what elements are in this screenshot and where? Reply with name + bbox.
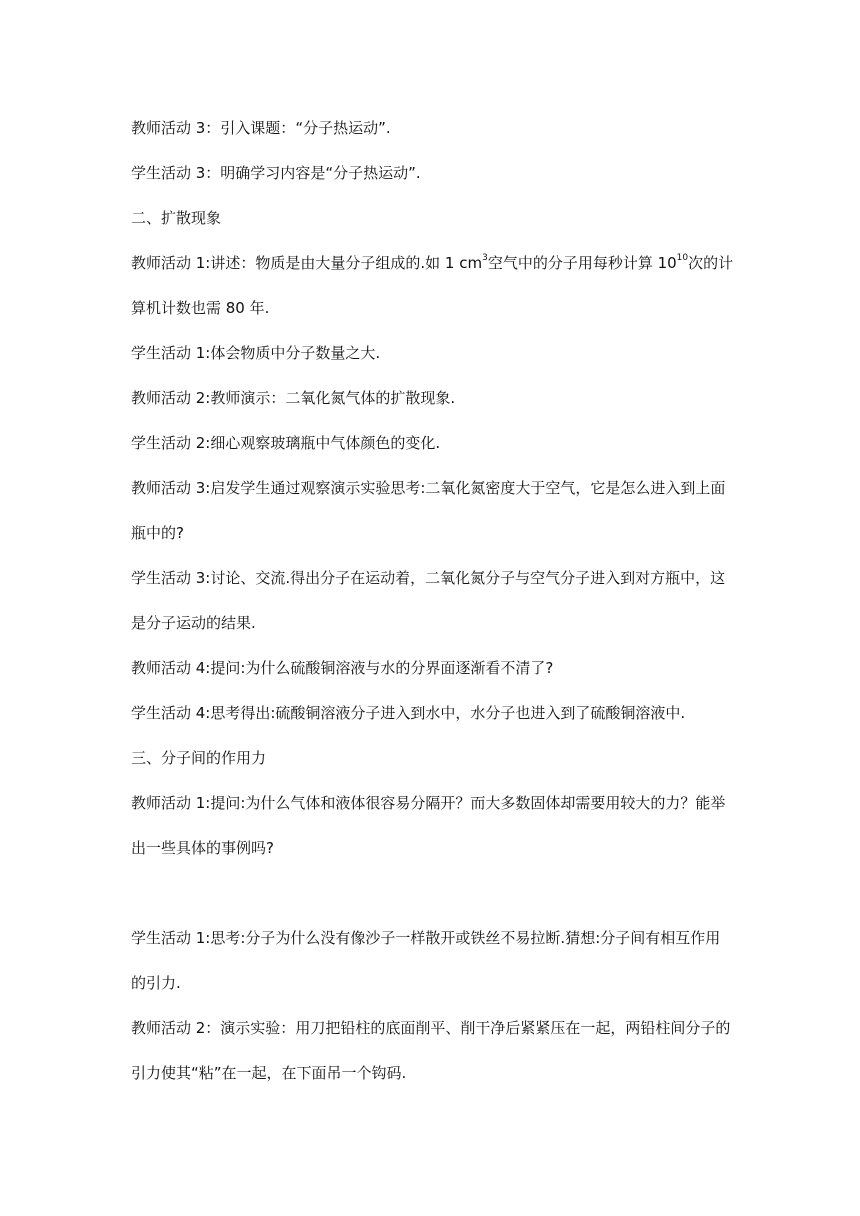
teacher-activity-2: 教师活动 2:教师演示：二氧化氮气体的扩散现象. — [131, 389, 456, 407]
sec3-student-activity-1-line-1: 学生活动 1:思考:分子为什么没有像沙子一样散开或铁丝不易拉断.猜想:分子间有相互作用 — [131, 929, 721, 947]
teacher-activity-1-line-1 — [131, 253, 741, 273]
sec3-student-activity-1-line-2: 的引力. — [131, 974, 181, 992]
sec3-teacher-activity-1-line-2: 出一些具体的事例吗? — [131, 839, 274, 857]
student-activity-1: 学生活动 1:体会物质中分子数量之大. — [131, 344, 381, 362]
teacher-activity-3-line-1: 教师活动 3:启发学生通过观察演示实验思考:二氧化氮密度大于空气，它是怎么进入到上面 — [131, 479, 726, 497]
teacher-activity-4: 教师活动 4:提问:为什么硫酸铜溶液与水的分界面逐渐看不清了? — [131, 659, 554, 677]
superscript-cubic: 3 — [482, 253, 488, 263]
superscript-exponent: 10 — [676, 253, 689, 263]
sec3-teacher-activity-2-line-2: 引力使其“粘”在一起，在下面吊一个钩码. — [131, 1064, 407, 1082]
text-run: 空气中的分子用每秒计算 10 — [487, 254, 677, 272]
student-activity-3-line-1: 学生活动 3:讨论、交流.得出分子在运动着，二氧化氮分子与空气分子进入到对方瓶中，这 — [131, 569, 726, 587]
text-run: 次的计 — [688, 254, 734, 272]
section-heading-intermolecular-force: 三、分子间的作用力 — [131, 749, 267, 767]
section-heading-diffusion: 二、扩散现象 — [131, 209, 222, 227]
text-run: 教师活动 1:讲述：物质是由大量分子组成的.如 1 cm — [131, 254, 483, 272]
teacher-activity-3-line-2: 瓶中的? — [131, 524, 184, 542]
sec3-teacher-activity-1-line-1: 教师活动 1:提问:为什么气体和液体很容易分隔开？而大多数固体却需要用较大的力？能举 — [131, 794, 726, 812]
student-activity-2: 学生活动 2:细心观察玻璃瓶中气体颜色的变化. — [131, 434, 441, 452]
student-activity-3-line-2: 是分子运动的结果. — [131, 614, 256, 632]
student-activity-3-intro: 学生活动 3：明确学习内容是“分子热运动”. — [131, 164, 421, 182]
student-activity-4: 学生活动 4:思考得出:硫酸铜溶液分子进入到水中，水分子也进入到了硫酸铜溶液中. — [131, 704, 686, 722]
teacher-activity-3-intro: 教师活动 3：引入课题：“分子热运动”. — [131, 119, 391, 137]
sec3-teacher-activity-2-line-1: 教师活动 2：演示实验：用刀把铅柱的底面削平、削干净后紧紧压在一起，两铅柱间分子的 — [131, 1019, 731, 1037]
teacher-activity-1-line-2: 算机计数也需 80 年. — [131, 299, 270, 317]
